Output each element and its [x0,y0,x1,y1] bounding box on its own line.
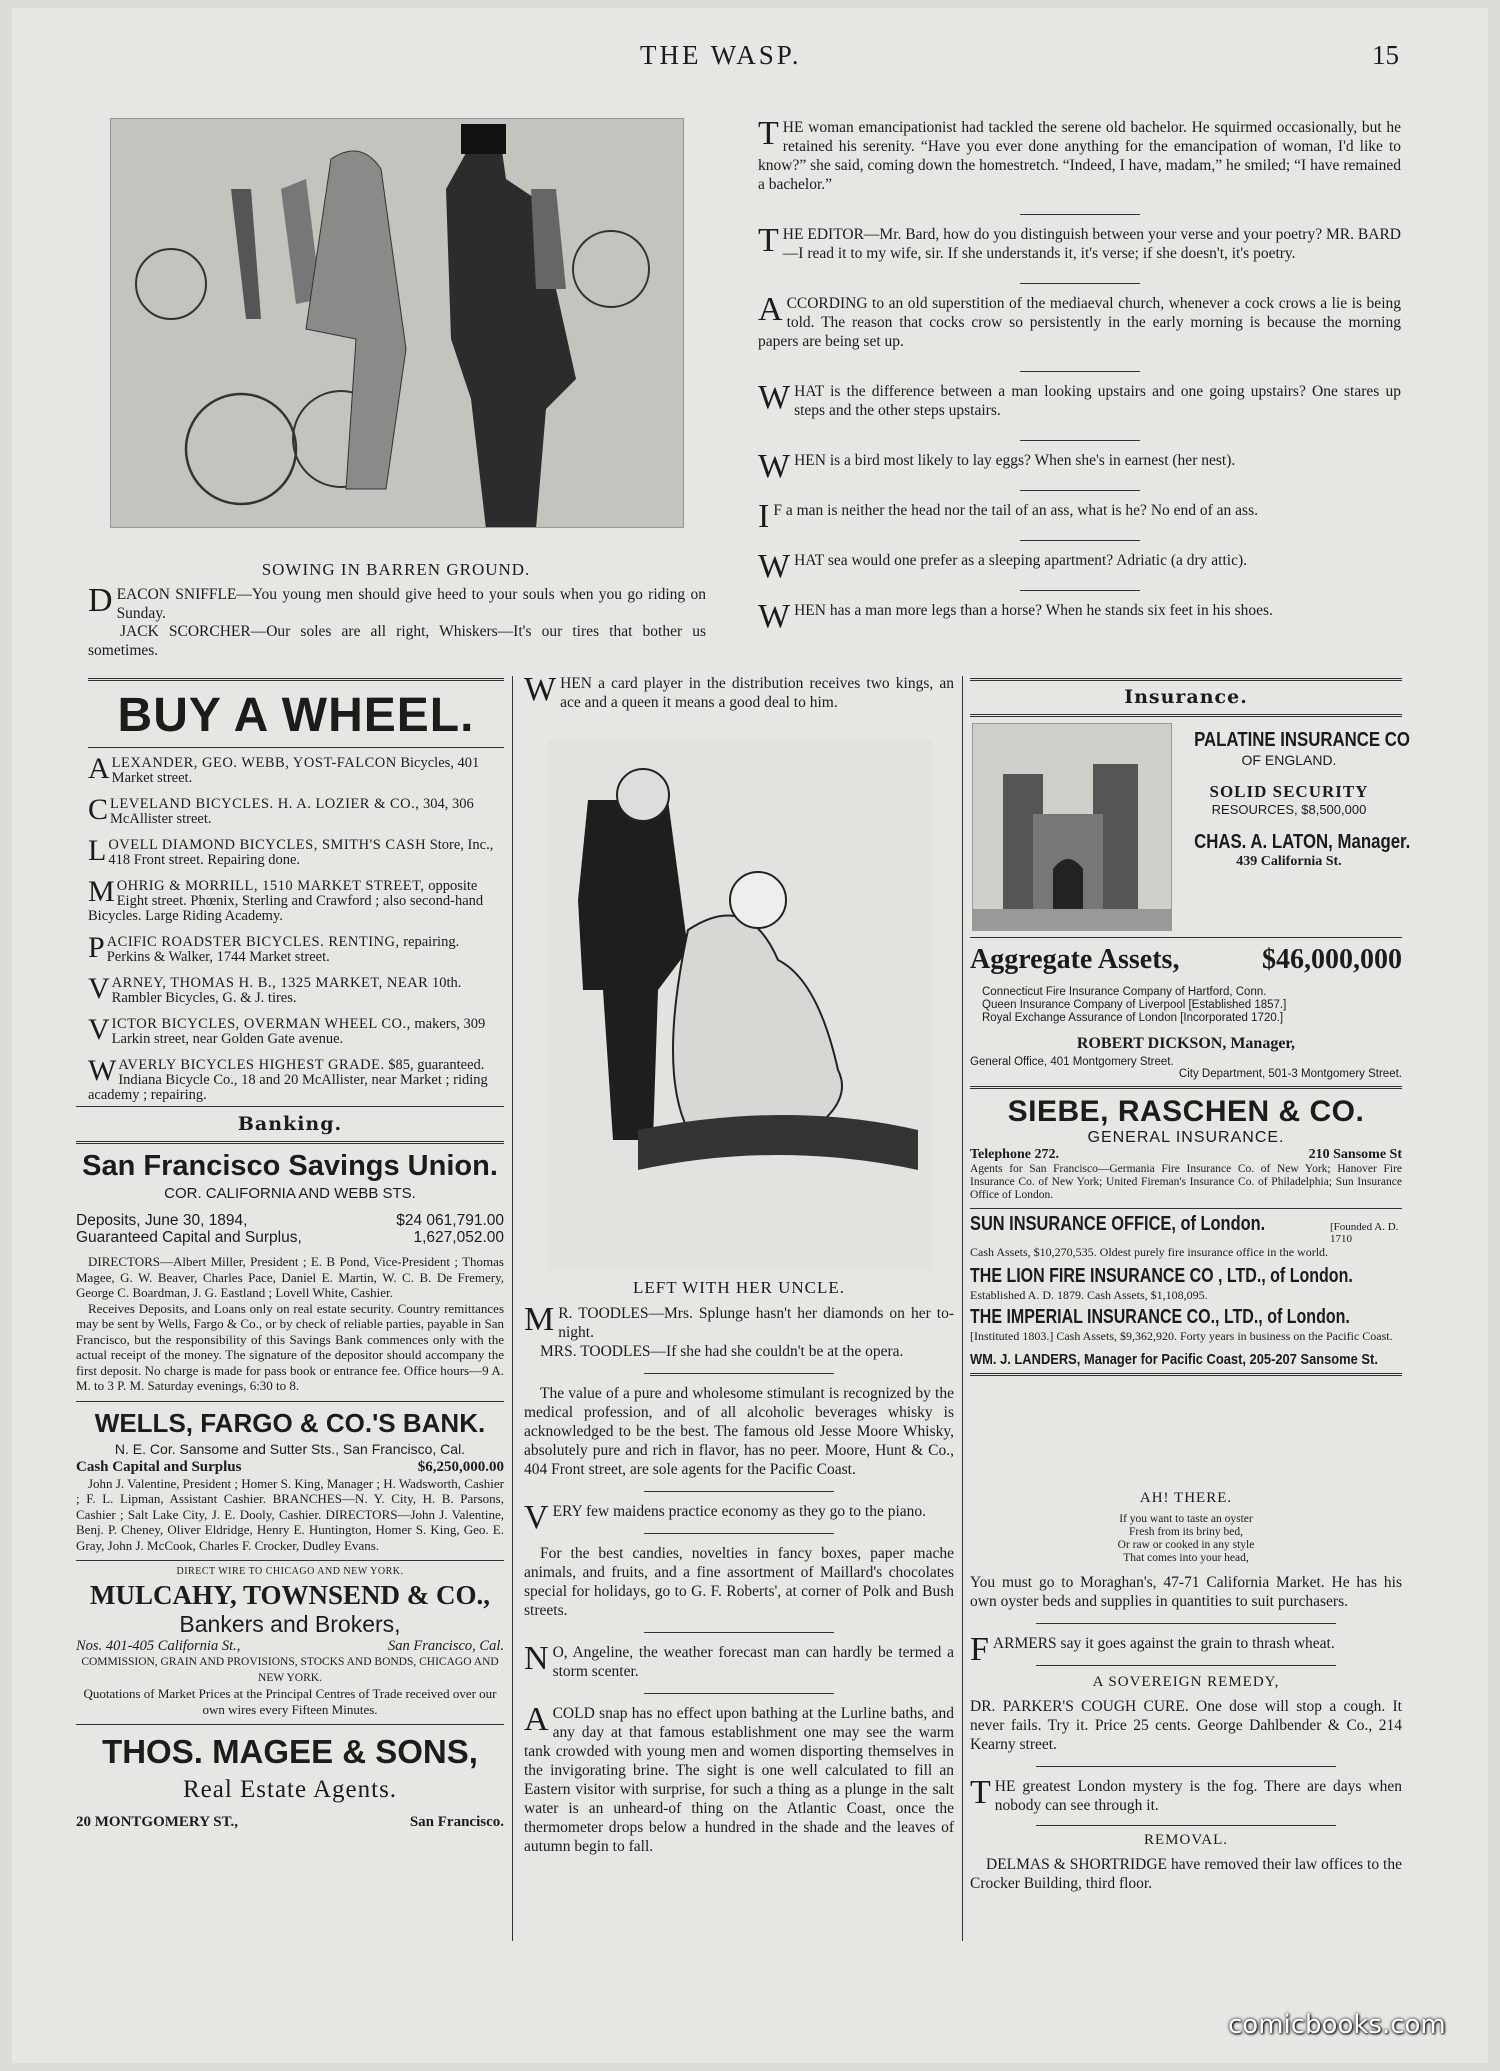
magee-title: THOS. MAGEE & SONS, [102,1733,478,1770]
notices-column [970,1490,1402,1893]
palatine-solid: SOLID SECURITY [1209,782,1369,801]
cyclists-illustration [110,118,684,528]
wheel-ad-item: ALEXANDER, GEO. WEBB, YOST-FALCON Bicycles, 401 Market street. [88,752,480,786]
farmers-joke: FARMERS say it goes against the grain to thrash wheat. [970,1631,1335,1668]
siebe-title: SIEBE, RASCHEN & CO. [1007,1095,1365,1128]
company-line: Queen Insurance Company of Liverpool [Established 1857.] [982,999,1287,1011]
column-rule-1 [512,676,513,1941]
poem-line: Or raw or cooked in any style [1117,1539,1255,1551]
wheel-ad-item: PACIFIC ROADSTER BICYCLES. RENTING, repairing. Perkins & Walker, 1744 Market street. [88,931,460,965]
moraghan-ad: You must go to Moraghan's, 47-71 California Market. He has his own oyster beds and supplies in quantities to suit purchasers. [970,1574,1402,1610]
aggregate-label: Aggregate Assets, [970,944,1180,975]
mulcahy-line1: COMMISSION, GRAIN AND PROVISIONS, STOCKS AND BONDS, CHICAGO AND NEW YORK. [81,1656,499,1684]
sfsu-title: San Francisco Savings Union. [82,1150,498,1182]
joke-upstairs: WHAT is the difference between a man looking upstairs and one going upstairs? One stares up steps and the other steps upstairs. [758,379,1401,419]
banking-section [76,1106,504,1831]
sfsu-directors: DIRECTORS—Albert Miller, President ; E. B Pond, Vice-President ; Thomas Magee, G. W. Beaver, Charles Pace, Daniel E. Martin, W. C. B. De Fremery, George C. Boardman, J. G. Eastland ; Lovell White, Cashier. [76,1254,504,1300]
imperial-title: THE IMPERIAL INSURANCE CO., LTD., of London. [970,1306,1350,1328]
remedy-text: DR. PARKER'S COUGH CURE. One dose will stop a cough. It never fails. Try it. Price 25 cents. George Dahlbender & Co., 214 Kearny street. [970,1698,1402,1753]
top-rule-left [88,678,504,681]
dickson-office: General Office, 401 Montgomery Street. [970,1056,1174,1068]
siebe-address: 210 Sansome St [1308,1147,1402,1162]
joke-sea: WHAT sea would one prefer as a sleeping apartment? Adriatic (a dry attic). [758,548,1248,585]
joke-bird: WHEN is a bird most likely to lay eggs? When she's in earnest (her nest). [758,448,1236,485]
wheel-ad-item: WAVERLY BICYCLES HIGHEST GRADE. $85, guaranteed. Indiana Bicycle Co., 18 and 20 McAllister, near Market ; riding academy ; repairing. [88,1054,488,1103]
wheel-ad-title: BUY A WHEEL. [117,689,475,742]
insurance-companies [970,986,1402,1025]
mulcahy-address-right: San Francisco, Cal. [388,1638,504,1654]
lion-title: THE LION FIRE INSURANCE CO , LTD., of London. [970,1264,1353,1287]
banking-heading: Banking. [237,1113,343,1135]
mulcahy-line2: Quotations of Market Prices at the Principal Centres of Trade received over our own wires every Fifteen Minutes. [83,1686,497,1717]
capital-value: 1,627,052.00 [413,1229,504,1246]
column-rule-2 [962,676,963,1941]
sun-insurance-text: Cash Assets, $10,270,535. Oldest purely fire insurance office in the world. [970,1245,1329,1259]
joke-editor: THE EDITOR—Mr. Bard, how do you distinguish between your verse and your poetry? MR. BARD—I read it to my wife, sir. If she understands it, it's verse; if she doesn't, it's poetry. [758,222,1401,262]
magee-address-right: San Francisco. [409,1814,504,1830]
maidens-joke: VERY few maidens practice economy as they go to the piano. [524,1499,927,1536]
magee-sub: Real Estate Agents. [182,1776,398,1803]
palatine-ad [970,723,1411,933]
palatine-of-england: OF ENGLAND. [1241,752,1337,768]
dickson-manager: ROBERT DICKSON, Manager, [1076,1035,1296,1052]
sfsu-capital-row [76,1229,504,1246]
mulcahy-address [76,1638,504,1655]
insurance-section [970,686,1411,1376]
dickson-city: City Department, 501-3 Montgomery Street. [1178,1068,1402,1080]
poem-line: Fresh from its briny bed, [1128,1526,1244,1538]
wells-fargo-address: N. E. Cor. Sansome and Sutter Sts., San Francisco, Cal. [114,1440,466,1457]
opera-illustration [548,740,932,1270]
removal-title: REMOVAL. [1144,1832,1228,1848]
candies-ad: For the best candies, novelties in fancy boxes, paper mache animals, and fruits, and a fine assortment of Maillard's chocolates special for holidays, go to G. F. Roberts', at corner of Polk and Bush streets. [524,1545,954,1619]
lurline-ad: ACOLD snap has no effect upon bathing at the Lurline baths, and any day at that famous establishment one may see the warm tank crowded with young men and women disporting themselves in the invigorating brine. The sight is one well calculated to fill an Eastern visitor with surprise, for such a thing as a plunge in the salt water is an unheard-of thing on the Atlantic Coast, once the thermometer drops below a hundred in the shade and the leaves of autumn begin to fall. [524,1701,954,1855]
wheel-ad-item: VARNEY, THOMAS H. B., 1325 MARKET, NEAR 10th. Rambler Bicycles, G. & J. tires. [88,972,462,1006]
whisky-ad: The value of a pure and wholesome stimulant is recognized by the medical profession, and of all alcoholic beverages whisky is acknowledged to be the best. The famous old Jesse Moore Whisky, absolutely pure and rich in flavor, has no peer. Moore, Hunt & Co., 404 Front street, are sole agents for the Pacific Coast. [524,1385,954,1478]
palatine-title: PALATINE INSURANCE CO [1194,729,1410,751]
joke-superstition: ACCORDING to an old superstition of the mediaeval church, whenever a cock crows a lie is being told. The reason that cocks crow so persistently in the early morning is because the morning papers are being set up. [758,291,1401,350]
joke-legs: WHEN has a man more legs than a horse? When he stands six feet in his shoes. [758,598,1273,635]
direct-wire: DIRECT WIRE TO CHICAGO AND NEW YORK. [176,1566,404,1577]
removal-text: DELMAS & SHORTRIDGE have removed their law offices to the Crocker Building, third floor. [970,1856,1402,1892]
ah-there-title: AH! THERE. [1139,1490,1233,1506]
sowing-dialog-1: DEACON SNIFFLE—You young men should give heed to your souls when you go riding on Sunday. [88,582,706,622]
magee-address [76,1814,504,1831]
wheel-ad-item: MOHRIG & MORRILL, 1510 MARKET STREET, opposite Eight street. Phœnix, Sterling and Crawford ; also second-hand Bicycles. Large Riding Academy. [88,875,484,924]
deposits-label: Deposits, June 30, 1894, [76,1212,248,1229]
mulcahy-address-left: Nos. 401-405 California St., [76,1638,241,1654]
poem-line: If you want to taste an oyster [1119,1513,1253,1525]
joke-ass: IF a man is neither the head nor the tail of an ass, what is he? No end of an ass. [758,498,1258,535]
sfsu-deposits-row [76,1212,504,1229]
wells-fargo-capital [76,1459,504,1476]
illustration-caption: SOWING IN BARREN GROUND. [261,560,531,579]
insurance-heading: Insurance. [1124,686,1248,708]
opera-caption: LEFT WITH HER UNCLE. [632,1278,846,1297]
page-header [0,40,1500,80]
watermark: comicbooks.com [1228,2010,1446,2040]
wheel-ad-item: VICTOR BICYCLES, OVERMAN WHEEL CO., makers, 309 Larkin street, near Golden Gate avenue. [88,1013,486,1047]
wheel-ad-item: LOVELL DIAMOND BICYCLES, SMITH'S CASH Store, Inc., 418 Front street. Repairing done. [88,834,494,868]
aggregate-value: $46,000,000 [1262,944,1402,975]
wheel-ad-item: CLEVELAND BICYCLES. H. A. LOZIER & CO., 304, 306 McAllister street. [88,793,474,827]
joke-bachelor: THE woman emancipationist had tackled the serene old bachelor. He squirmed occasionally, but he retained his serenity. “Have you ever done anything for the emancipation of woman, I'd like to know?” she said, coming down the homestretch. “Indeed, I have, madam,” he smiled; “I have remained a bachelor.” [758,115,1401,193]
top-rule-right [970,678,1402,681]
sun-founded: [Founded A. D. 1710 [1329,1221,1399,1245]
middle-text [524,1301,954,1856]
capital-label: Guaranteed Capital and Surplus, [76,1229,302,1246]
lion-text: Established A. D. 1879. Cash Assets, $1,108,095. [970,1287,1208,1302]
palatine-address: 439 California St. [1236,854,1342,869]
castle-illustration [972,723,1172,931]
sfsu-address: COR. CALIFORNIA AND WEBB STS. [164,1185,416,1202]
remedy-title: A SOVEREIGN REMEDY, [1092,1674,1280,1690]
mulcahy-sub: Bankers and Brokers, [179,1611,401,1637]
palatine-resources: RESOURCES, $8,500,000 [1211,802,1367,817]
card-player-joke: WHEN a card player in the distribution receives two kings, an ace and a queen it means a good deal to him. [524,671,954,711]
poem-line: That comes into your head, [1123,1552,1249,1564]
toodles-dialog-1: MR. TOODLES—Mrs. Splunge hasn't her diamonds on her to-night. [524,1301,954,1341]
london-joke: THE greatest London mystery is the fog. There are days when nobody can see through it. [970,1774,1402,1814]
page-number: 15 [1372,40,1399,70]
palatine-manager: CHAS. A. LATON, Manager. [1194,831,1411,853]
siebe-sub: GENERAL INSURANCE. [1087,1129,1285,1146]
storm-joke: NO, Angeline, the weather forecast man can hardly be termed a storm scenter. [524,1640,954,1680]
landers-manager: WM. J. LANDERS, Manager for Pacific Coast, 205-207 Sansome St. [970,1350,1378,1368]
jokes-column [758,115,1401,635]
wf-capital-label: Cash Capital and Surplus [76,1458,242,1475]
sun-insurance-row [970,1213,1402,1245]
sfsu-body: Receives Deposits, and Loans only on real estate security. Country remittances may be sent by Wells, Fargo & Co., or by check of reliable parties, payable in San Francisco, but the responsibility of this Savings Bank commences only with the actual receipt of the money. The signature of the depositor should accompany the first deposit. No charge is made for pass book or entrance fee. Office hours—9 A. M. to 3 P. M. Saturday evenings, 6:30 to 8. [76,1300,504,1393]
sun-insurance-title: SUN INSURANCE OFFICE, of London. [970,1213,1266,1235]
company-line: Royal Exchange Assurance of London [Incorporated 1720.] [982,1012,1284,1024]
siebe-telephone: Telephone 272. [970,1147,1059,1162]
publication-title: THE WASP. [640,40,802,70]
company-line: Connecticut Fire Insurance Company of Hartford, Conn. [982,986,1267,998]
oyster-poem [970,1513,1402,1565]
wells-fargo-title: WELLS, FARGO & CO.'S BANK. [94,1407,486,1438]
aggregate-assets [970,944,1402,976]
mulcahy-title: MULCAHY, TOWNSEND & CO., [89,1580,491,1610]
magee-address-left: 20 MONTGOMERY ST., [76,1814,238,1830]
wells-fargo-text: John J. Valentine, President ; Homer S. King, Manager ; H. Wadsworth, Cashier ; F. L. Lipman, Assistant Cashier. BRANCHES—N. Y. City, H. B. Parsons, Cashier ; Salt Lake City, J. E. Dooly, Cashier. DIRECTORS—John J. Valentine, Benj. P. Cheney, Oliver Eldridge, Henry E. Huntington, Homer S. King, Geo. E. Gray, John J. McCook, Charles F. Crocker, Dudley Evans. [76,1475,504,1553]
deposits-value: $24 061,791.00 [396,1212,504,1229]
wf-capital-value: $6,250,000.00 [417,1458,504,1475]
siebe-contact [970,1147,1402,1163]
toodles-dialog-2: MRS. TOODLES—If she had she couldn't be at the opera. [540,1343,904,1360]
sowing-dialog-2: JACK SCORCHER—Our soles are all right, Whiskers—It's our tires that bother us sometimes. [88,623,706,659]
imperial-text: [Instituted 1803.] Cash Assets, $9,362,920. Forty years in business on the Pacific Coast. [970,1329,1393,1343]
wheel-ad [88,688,504,1114]
siebe-agents: Agents for San Francisco—Germania Fire Insurance Co. of New York; Hanover Fire Insurance Co. of New York; United Fireman's Insurance Co. of Philadelphia; Sun Insurance Office of London. [970,1163,1402,1201]
